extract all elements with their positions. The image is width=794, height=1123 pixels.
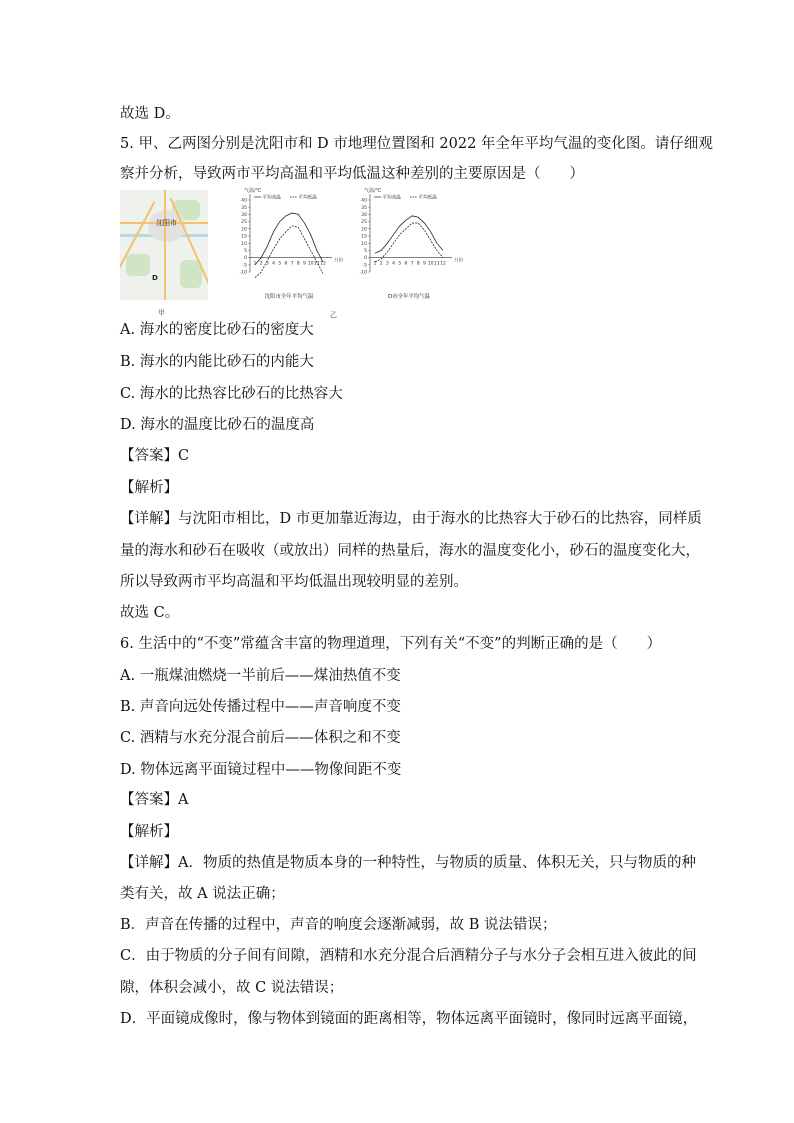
legend-label: 平均低温	[298, 195, 317, 201]
option-b: B. 声音向远处传播过程中——声音响度不变	[120, 699, 401, 715]
option-d: D. 海水的温度比砂石的温度高	[120, 417, 315, 433]
detail-line: D．平面镜成像时，像与物体到镜面的距离相等，物体远离平面镜时，像同时远离平面镜，	[120, 1011, 698, 1027]
y-tick-label: 40	[241, 198, 247, 204]
y-tick-label: 40	[361, 198, 367, 204]
x-tick-label: 9	[422, 261, 426, 267]
x-tick-label: 6	[284, 261, 288, 267]
y-tick-label: 30	[241, 213, 247, 218]
x-tick-label: 12	[440, 261, 446, 267]
question-5-figure	[120, 186, 500, 319]
legend-label: 平均低温	[418, 195, 437, 201]
y-tick-label: 20	[361, 227, 367, 233]
detail-line: 隙，体积会减小，故 C 说法错误；	[120, 980, 344, 996]
x-tick-label: 11	[433, 261, 440, 267]
x-tick-label: 8	[296, 261, 300, 267]
shenyang-temperature-chart	[232, 186, 344, 308]
x-tick-label: 9	[302, 261, 306, 267]
x-tick-label: 1	[253, 261, 257, 267]
map-label-d: D	[152, 274, 158, 282]
detail-line: C．由于物质的分子间有间隙，酒精和水充分混合后酒精分子与水分子会相互进入彼此的间	[120, 948, 697, 964]
x-tick-label: 7	[290, 261, 294, 267]
question-5-stem-line-2: 察并分析，导致两市平均高温和平均低温这种差别的主要原因是（ ）	[120, 166, 584, 182]
y-tick-label: 25	[361, 220, 367, 226]
question-6-stem: 6. 生活中的“不变”常蕴含丰富的物理道理，下列有关“不变”的判断正确的是（ ）	[120, 636, 662, 652]
y-tick-label: -10	[239, 270, 247, 276]
answer-label: 【答案】C	[120, 448, 190, 464]
map-label-shenyang: 沈阳市	[156, 219, 177, 227]
option-a: A. 一瓶煤油燃烧一半前后——煤油热值不变	[120, 668, 401, 684]
detail-line: 【详解】与沈阳市相比，D 市更加靠近海边，由于海水的比热容大于砂石的比热容，同样质	[120, 511, 702, 527]
detail-line: 所以导致两市平均高温和平均低温出现较明显的差别。	[120, 574, 468, 590]
legend-label: 平均高温	[382, 195, 401, 201]
series-line-low	[255, 226, 323, 278]
analysis-label: 【解析】	[120, 480, 178, 496]
chart-caption: D市全年平均气温	[388, 294, 430, 300]
option-c: C. 酒精与水充分混合前后——体积之和不变	[120, 730, 401, 746]
series-line-high	[375, 216, 443, 253]
answer-label: 【答案】A	[120, 792, 189, 808]
x-tick-label: 10	[427, 261, 434, 267]
y-tick-label: 30	[361, 213, 367, 218]
y-tick-label: 10	[361, 241, 367, 247]
option-d: D. 物体远离平面镜过程中——物像间距不变	[120, 762, 402, 778]
y-tick-label: -5	[242, 263, 247, 269]
x-tick-label: 7	[410, 261, 414, 267]
y-tick-label: 0	[364, 256, 367, 262]
series-line-high	[255, 213, 323, 265]
x-tick-label: 5	[278, 261, 282, 267]
x-tick-label: 10	[307, 261, 314, 267]
conclusion-line: 故选 C。	[120, 605, 180, 621]
question-5-stem-line-1: 5. 甲、乙两图分别是沈阳市和 D 市地理位置图和 2022 年全年平均气温的变化图。请仔细观	[120, 136, 713, 152]
y-tick-label: 0	[244, 256, 247, 262]
x-tick-label: 4	[272, 261, 276, 267]
analysis-label: 【解析】	[120, 824, 178, 840]
x-tick-label: 5	[398, 261, 402, 267]
location-map-image	[120, 190, 208, 300]
series-line-low	[375, 223, 443, 262]
x-tick-label: 11	[313, 261, 320, 267]
y-tick-label: 5	[244, 249, 247, 254]
figure-caption-yi: 乙	[330, 311, 337, 319]
y-tick-label: 35	[241, 205, 247, 211]
x-tick-label: 3	[265, 261, 269, 267]
detail-line: 类有关，故 A 说法正确；	[120, 886, 285, 902]
figure-caption-jia: 甲	[158, 309, 165, 317]
x-tick-label: 3	[385, 261, 389, 267]
y-tick-label: 15	[361, 234, 367, 240]
y-axis-label: 气温/℃	[244, 188, 262, 194]
option-b: B. 海水的内能比砂石的内能大	[120, 354, 314, 370]
x-axis-label: 月份	[454, 258, 464, 264]
legend-label: 平均高温	[262, 195, 281, 201]
option-c: C. 海水的比热容比砂石的比热容大	[120, 386, 343, 402]
y-tick-label: 15	[241, 234, 247, 240]
x-axis-label: 月份	[334, 258, 344, 264]
d-city-temperature-chart	[352, 186, 464, 308]
y-tick-label: 25	[241, 220, 247, 226]
y-tick-label: 20	[241, 227, 247, 233]
x-tick-label: 4	[392, 261, 396, 267]
y-tick-label: 5	[364, 249, 367, 254]
detail-line: 【详解】A．物质的热值是物质本身的一种特性，与物质的质量、体积无关，只与物质的种	[120, 855, 696, 871]
x-tick-label: 6	[404, 261, 408, 267]
chart-caption: 沈阳市全年平均气温	[264, 294, 314, 300]
x-tick-label: 8	[416, 261, 420, 267]
x-tick-label: 2	[379, 261, 383, 267]
x-tick-label: 12	[320, 261, 326, 267]
y-tick-label: -10	[359, 270, 367, 276]
detail-line: B．声音在传播的过程中，声音的响度会逐渐减弱，故 B 说法错误；	[120, 917, 557, 933]
detail-line: 量的海水和砂石在吸收（或放出）同样的热量后，海水的温度变化小，砂石的温度变化大，	[120, 543, 700, 559]
option-a: A. 海水的密度比砂石的密度大	[120, 322, 314, 338]
x-tick-label: 1	[373, 261, 377, 267]
x-tick-label: 2	[259, 261, 263, 267]
y-axis-label: 气温/℃	[364, 188, 382, 194]
y-tick-label: 35	[361, 205, 367, 211]
y-tick-label: -5	[362, 263, 367, 269]
conclusion-line: 故选 D。	[120, 106, 180, 122]
y-tick-label: 10	[241, 241, 247, 247]
